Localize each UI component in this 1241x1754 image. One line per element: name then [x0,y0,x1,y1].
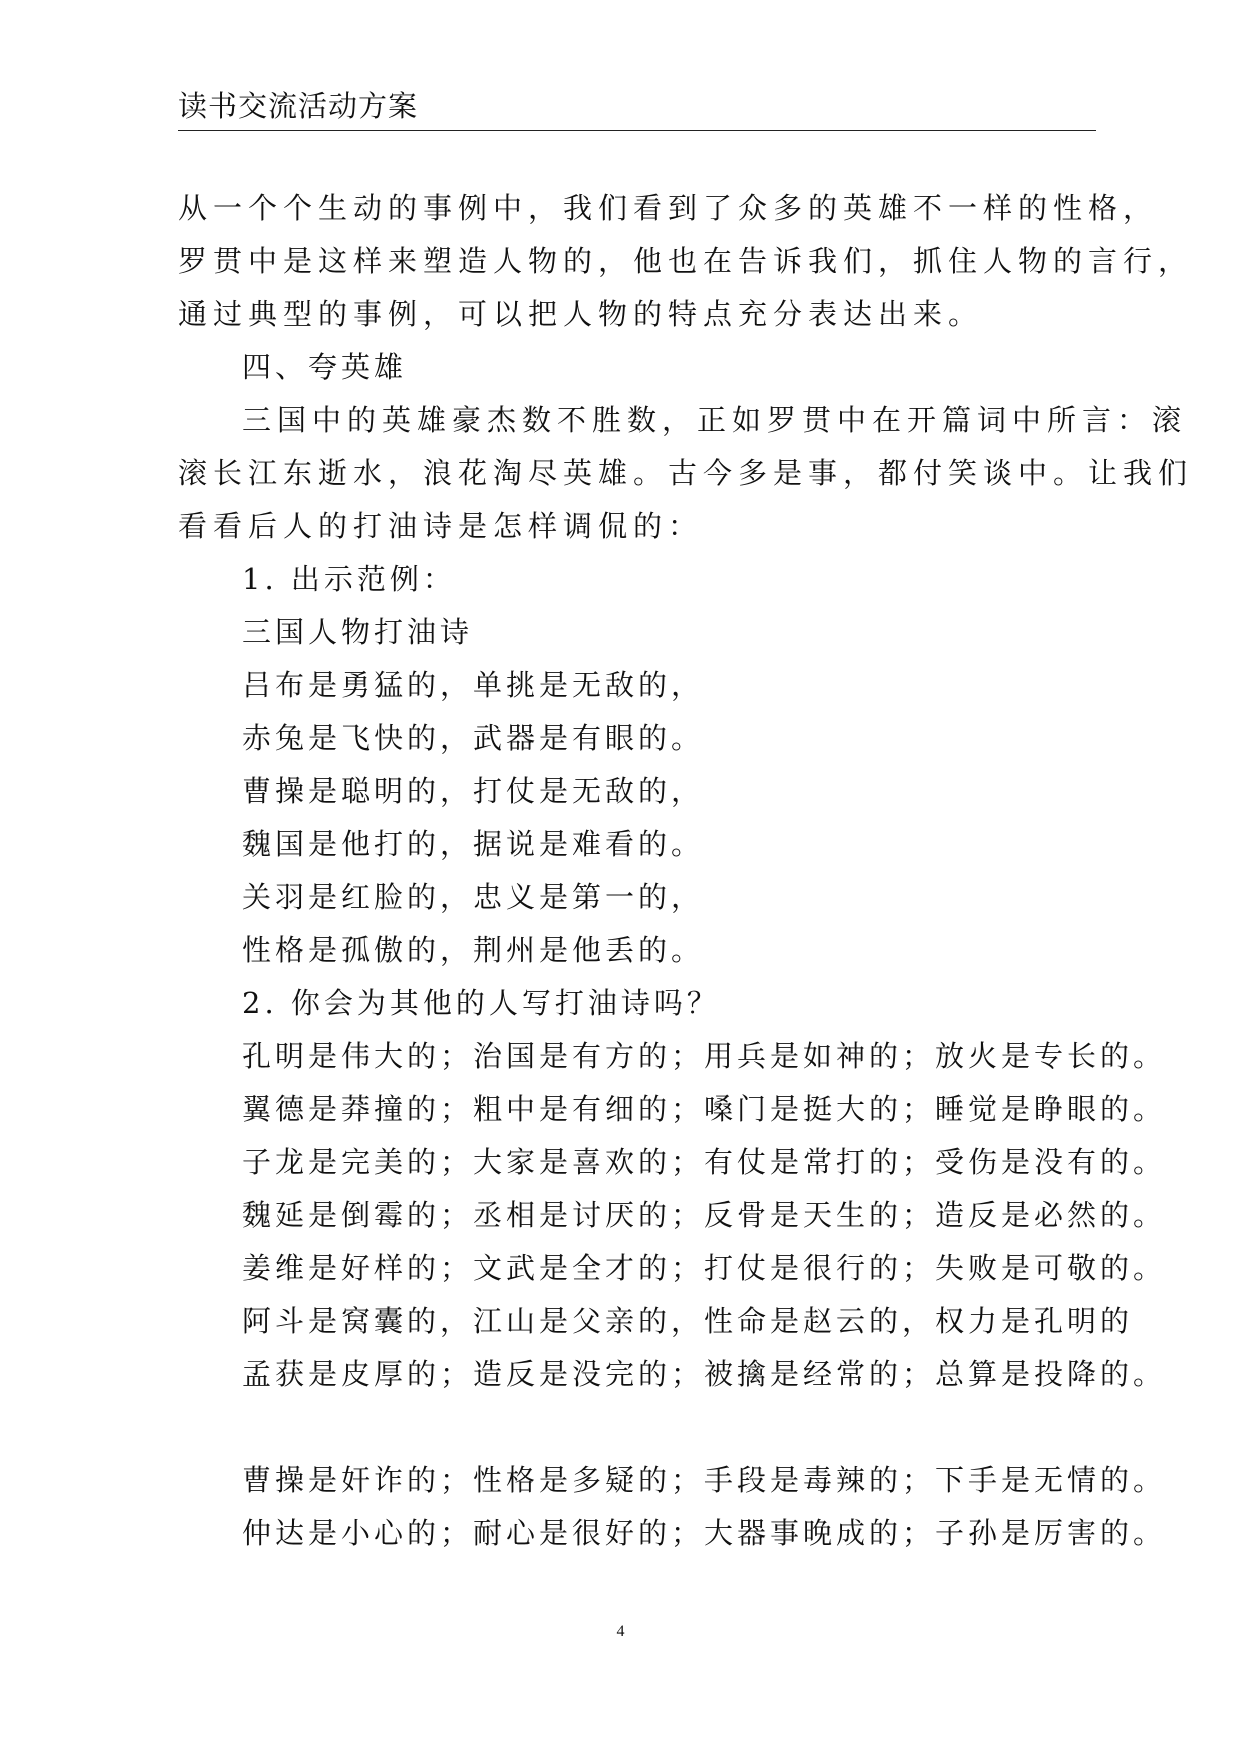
poem-title: 三国人物打油诗 [242,615,474,649]
page-header [178,88,1096,131]
paragraph-line: 看看后人的打油诗是怎样调侃的： [178,509,704,543]
poem-line: 赤兔是飞快的，武器是有眼的。 [242,721,705,755]
paragraph-line: 通过典型的事例，可以把人物的特点充分表达出来。 [178,297,984,331]
section-heading: 四、夸英雄 [242,350,408,384]
poem-line: 关羽是红脸的，忠义是第一的， [242,880,705,914]
document-title: 读书交流活动方案 [178,89,419,123]
verse-line: 曹操是奸诈的；性格是多疑的；手段是毒辣的；下手是无情的。 [242,1463,1167,1497]
verse-line: 孟获是皮厚的；造反是没完的；被擒是经常的；总算是投降的。 [242,1357,1167,1391]
paragraph-line: 滚长江东逝水，浪花淘尽英雄。古今多是事，都付笑谈中。让我们 [178,456,1194,490]
verse-line: 仲达是小心的；耐心是很好的；大器事晚成的；子孙是厉害的。 [242,1516,1167,1550]
poem-line: 魏国是他打的，据说是难看的。 [242,827,705,861]
list-item-heading: 1. 出示范例： [242,562,456,596]
poem-line: 吕布是勇猛的，单挑是无敌的， [242,668,705,702]
poem-line: 曹操是聪明的，打仗是无敌的， [242,774,705,808]
page-number: 4 [616,1623,625,1640]
verse-line: 翼德是莽撞的；粗中是有细的；嗓门是挺大的；睡觉是睁眼的。 [242,1092,1167,1126]
verse-line: 姜维是好样的；文武是全才的；打仗是很行的；失败是可敬的。 [242,1251,1167,1285]
verse-line: 魏延是倒霉的；丞相是讨厌的；反骨是天生的；造反是必然的。 [242,1198,1167,1232]
paragraph-line: 三国中的英雄豪杰数不胜数，正如罗贯中在开篇词中所言：滚 [242,403,1188,437]
list-item-heading: 2. 你会为其他的人写打油诗吗？ [242,986,720,1020]
paragraph-line: 罗贯中是这样来塑造人物的，他也在告诉我们，抓住人物的言行， [178,244,1194,278]
verse-line: 阿斗是窝囊的，江山是父亲的，性命是赵云的，权力是孔明的 [242,1304,1134,1338]
poem-line: 性格是孤傲的，荆州是他丢的。 [242,933,705,967]
paragraph-line: 从一个个生动的事例中，我们看到了众多的英雄不一样的性格， [178,191,1159,225]
verse-line: 孔明是伟大的；治国是有方的；用兵是如神的；放火是专长的。 [242,1039,1167,1073]
verse-line: 子龙是完美的；大家是喜欢的；有仗是常打的；受伤是没有的。 [242,1145,1167,1179]
